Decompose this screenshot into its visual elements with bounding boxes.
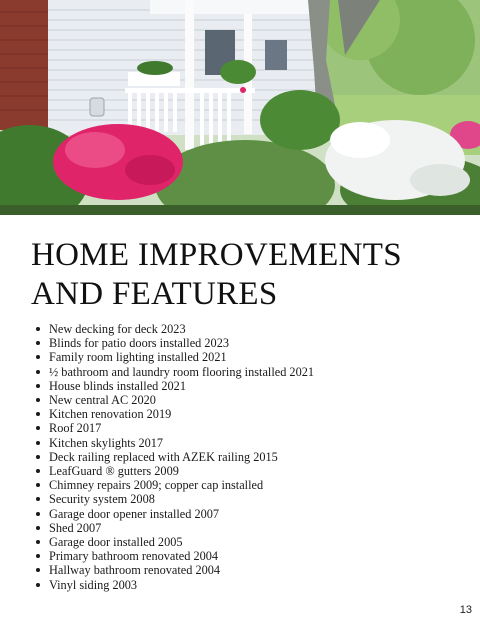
list-item: New central AC 2020 <box>33 393 453 407</box>
list-item: Kitchen renovation 2019 <box>33 407 453 421</box>
porch-column-left <box>185 0 194 150</box>
railing-top <box>125 88 255 93</box>
hero-photo <box>0 0 480 215</box>
list-item: New decking for deck 2023 <box>33 322 453 336</box>
porch-roof <box>150 0 310 14</box>
pink-azalea-shade <box>125 155 175 185</box>
list-item: Shed 2007 <box>33 521 453 535</box>
list-item: House blinds installed 2021 <box>33 379 453 393</box>
list-item: Chimney repairs 2009; copper cap installed <box>33 478 453 492</box>
list-item: Kitchen skylights 2017 <box>33 436 453 450</box>
planter-plant <box>137 61 173 75</box>
list-item: Blinds for patio doors installed 2023 <box>33 336 453 350</box>
porch-plant <box>220 60 256 84</box>
list-item: Security system 2008 <box>33 492 453 506</box>
shrub-porch <box>260 90 340 150</box>
list-item: Deck railing replaced with AZEK railing 2015 <box>33 450 453 464</box>
ground <box>0 205 480 215</box>
list-item: Garage door opener installed 2007 <box>33 507 453 521</box>
porch-flower <box>240 87 246 93</box>
list-item: Hallway bathroom renovated 2004 <box>33 563 453 577</box>
page-title-line-1: HOME IMPROVEMENTS <box>31 237 402 273</box>
window <box>265 40 287 70</box>
list-item: Roof 2017 <box>33 421 453 435</box>
list-item: Family room lighting installed 2021 <box>33 350 453 364</box>
list-item: Garage door installed 2005 <box>33 535 453 549</box>
house-garden-illustration <box>0 0 480 215</box>
white-azalea-highlight <box>330 122 390 158</box>
list-item: ½ bathroom and laundry room flooring installed 2021 <box>33 365 453 379</box>
pink-azalea-highlight <box>65 132 125 168</box>
list-item: Primary bathroom renovated 2004 <box>33 549 453 563</box>
page-title-line-2: AND FEATURES <box>31 276 278 312</box>
improvements-list <box>33 322 453 592</box>
page-number: 13 <box>459 604 472 616</box>
page-title <box>31 236 451 314</box>
utility-meter <box>90 98 104 116</box>
list-item: LeafGuard ® gutters 2009 <box>33 464 453 478</box>
white-azalea-shade <box>410 164 470 196</box>
list-item: Vinyl siding 2003 <box>33 578 453 592</box>
